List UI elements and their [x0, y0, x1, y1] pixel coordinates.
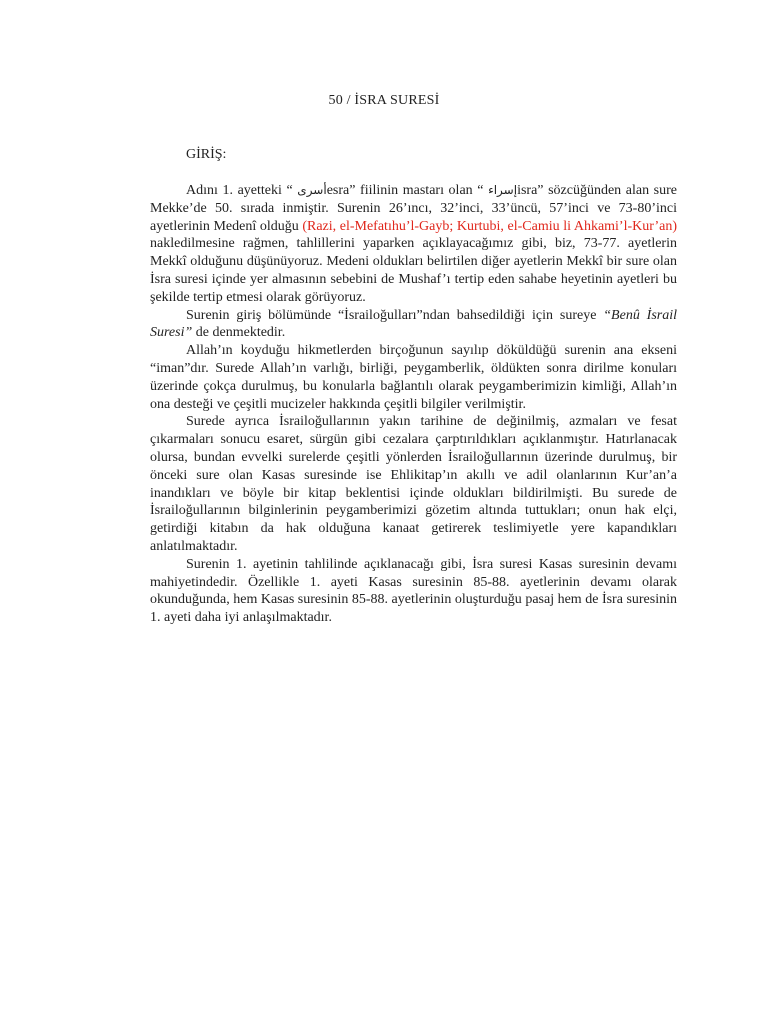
- p2-text-a: Surenin giriş bölümünde “İsrailoğulları”ndan bahsedildiği için sureye: [186, 307, 604, 323]
- paragraph-2: [150, 307, 677, 343]
- arabic-word-esra: أسرى: [297, 183, 327, 197]
- page-title: 50 / İSRA SURESİ: [328, 93, 440, 108]
- p2-text-b: de denmektedir.: [192, 325, 286, 341]
- p1-text-a: Adını 1. ayetteki “: [186, 183, 298, 198]
- p1-text-c: isra” sözcüğünden alan sure Mekke’de 50. sırada inmiştir. Surenin 26’ıncı, 32’inci, 33’üncü, 57’inci ve 73-80’inci ayetlerinin Medenî olduğu: [150, 183, 677, 234]
- paragraph-1: [150, 182, 677, 307]
- section-heading: GİRİŞ:: [186, 147, 227, 162]
- paragraph-3: Allah’ın koyduğu hikmetlerden birçoğunun sayılıp döküldüğü surenin ana ekseni “iman”dır. Surede Allah’ın varlığı, birliği, peygamberlik, öldükten sonra dirilme konuları üzerinde çokça durulmuş, bu konularla bağlantılı olarak peygamberimizin kimliği, Allah’ın ona desteği ve çeşitli mucizeler hakkında çeşitli bilgiler verilmiştir.: [150, 343, 677, 412]
- paragraph-4: Surede ayrıca İsrailoğullarının yakın tarihine de değinilmiş, azmaları ve fesat çıkarmaları sonucu esaret, sürgün gibi cezalara çarptırıldıkları açıklanmıştır. Hatırlanacak olursa, bundan evvelki surelerde çeşitli yönlerden İsrailoğullarının üzerinde durulmuş, bir önceki sure olan Kasas suresinde ise Ehlikitap’ın akıllı ve adil olanlarının Kur’an’a inandıkları ve böyle bir kitap beklentisi içinde oldukları bildirilmişti. Bu surede de İsrailoğullarının bilginlerinin peygamberimizi gözetim altında tuttukları; onun hak elçi, getirdiği kitabın da hak olduğuna kanaat getirerek teslimiyetle yere kapandıkları anlatılmaktadır.: [150, 414, 677, 554]
- italic-sure-name: “Benû İsrail Suresi”: [150, 307, 677, 341]
- p1-text-b: esra” fiilinin mastarı olan “: [326, 183, 489, 198]
- p1-text-d: nakledilmesine rağmen, tahlillerini yaparken açıklayacağımız gibi, biz, 73-77. ayetlerin Mekkî olduğunu düşünüyoruz. Medeni oldukları belirtilen diğer ayetlerin Mekkî bir sure olan İsra suresi içinde yer almasının sebebini de Mushaf’ı tertip eden sahabe heyetinin ayetleri bu şekilde tertip etmesi olarak görüyoruz.: [150, 236, 677, 305]
- paragraph-5: Surenin 1. ayetinin tahlilinde açıklanacağı gibi, İsra suresi Kasas suresinin devamı mahiyetindedir. Özellikle 1. ayeti Kasas suresinin 85-88. ayetlerinin devamı olarak okunduğunda, hem Kasas suresinin 85-88. ayetlerinin oluşturduğu pasaj hem de İsra suresinin 1. ayeti daha iyi anlaşılmaktadır.: [150, 556, 677, 626]
- arabic-word-isra: إسراء: [488, 183, 518, 197]
- body-text: [150, 182, 677, 627]
- citation-red: (Razi, el-Mefatıhu’l-Gayb; Kurtubi, el-Camiu li Ahkami’l-Kur’an): [302, 218, 677, 234]
